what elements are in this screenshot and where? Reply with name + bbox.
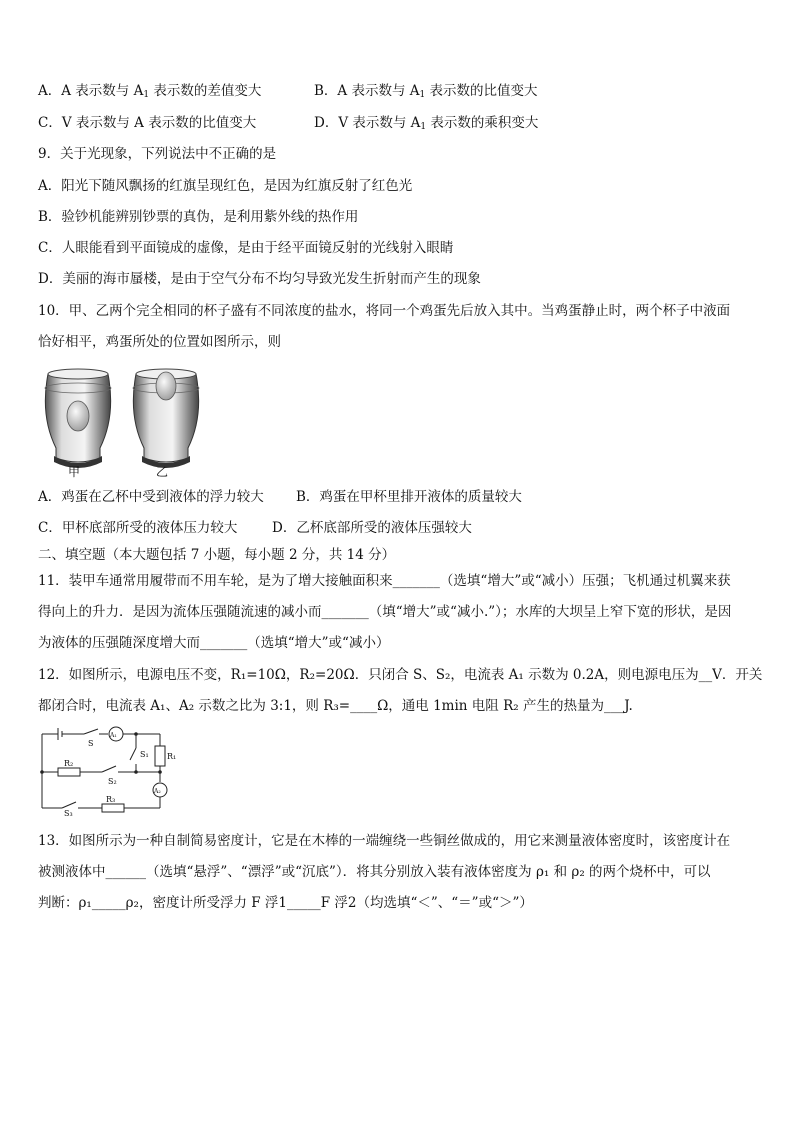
label-s2: S₂: [108, 777, 117, 786]
cup-label-yi: 乙: [156, 465, 169, 479]
q9-option-a: A．阳光下随风飘扬的红旗呈现红色，是因为红旗反射了红色光: [38, 178, 413, 194]
q10-option-d: D．乙杯底部所受的液体压强较大: [272, 520, 472, 536]
q10-option-a: A．鸡蛋在乙杯中受到液体的浮力较大: [38, 489, 264, 505]
circuit-svg: [36, 724, 186, 816]
q9-stem: 9．关于光现象，下列说法中不正确的是: [38, 146, 277, 162]
egg-yi: [156, 372, 176, 400]
q11-line3: 为液体的压强随深度增大而_______（选填“增大”或“减小）: [38, 635, 390, 651]
q11-line1: 11．装甲车通常用履带而不用车轮，是为了增大接触面积来_______（选填“增大”或“减小）压强；飞机通过机翼来获: [38, 573, 731, 589]
label-a2: A₂: [154, 788, 161, 795]
q12-line1: 12．如图所示，电源电压不变，R₁=10Ω，R₂=20Ω．只闭合 S、S₂，电流表 A₁ 示数为 0.2A，则电源电压为__V．开关: [38, 667, 763, 683]
section-title-fill-in: 二、填空题（本大题包括 7 小题，每小题 2 分，共 14 分）: [38, 547, 396, 563]
q10-cups-figure: [38, 366, 208, 481]
label-s1: S₁: [140, 750, 149, 759]
label-s: S: [88, 739, 94, 748]
q10-option-c: C．甲杯底部所受的液体压力较大: [38, 520, 238, 536]
q8-option-a: A．A 表示数与 $A_1$ 表示数的差值变大: [38, 83, 262, 100]
q12-circuit-diagram: [36, 724, 186, 816]
q9-option-c: C．人眼能看到平面镜成的虚像，是由于经平面镜反射的光线射入眼睛: [38, 240, 454, 256]
q10-option-b: B．鸡蛋在甲杯里排开液体的质量较大: [296, 489, 522, 505]
q10-stem-line1: 10．甲、乙两个完全相同的杯子盛有不同浓度的盐水，将同一个鸡蛋先后放入其中。当鸡蛋静止时，两个杯子中液面: [38, 303, 731, 319]
cup-label-jia: 甲: [68, 465, 81, 479]
q12-line2: 都闭合时，电流表 A₁、A₂ 示数之比为 3:1，则 R₃=____Ω，通电 1min 电阻 R₂ 产生的热量为___J.: [38, 698, 633, 714]
q11-line2: 得向上的升力．是因为流体压强随流速的减小而_______（填“增大”或“减小.”）；水库的大坝呈上窄下宽的形状，是因: [38, 604, 732, 620]
q13-line2: 被测液体中______（选填“悬浮”、“漂浮”或“沉底”）．将其分别放入装有液体密度为 ρ₁ 和 ρ₂ 的两个烧杯中，可以: [38, 864, 711, 880]
label-r2: R₂: [64, 759, 74, 768]
cups-illustration: [38, 366, 208, 481]
cup-jia: [45, 369, 111, 468]
q13-line3: 判断：ρ₁_____ρ₂，密度计所受浮力 F 浮1_____F 浮2（均选填“＜”、“＝”或“＞”）: [38, 895, 533, 911]
q8-option-b: B．A 表示数与 $A_1$ 表示数的比值变大: [314, 83, 538, 100]
q8-option-c: C．V 表示数与 A 表示数的比值变大: [38, 115, 257, 131]
q13-line1: 13．如图所示为一种自制简易密度计，它是在木棒的一端缠绕一些铜丝做成的，用它来测量液体密度时，该密度计在: [38, 833, 731, 849]
q8-option-d: D．V 表示数与 $A_1$ 表示数的乘积变大: [314, 115, 539, 132]
q9-option-b: B．验钞机能辨别钞票的真伪，是利用紫外线的热作用: [38, 209, 359, 225]
q9-option-d: D．美丽的海市蜃楼，是由于空气分布不均匀导致光发生折射而产生的现象: [38, 271, 481, 287]
label-s3: S₃: [64, 809, 73, 816]
q10-stem-line2: 恰好相平，鸡蛋所处的位置如图所示，则: [38, 334, 281, 350]
label-a1: A₁: [110, 732, 117, 739]
egg-jia: [67, 401, 89, 431]
label-r1: R₁: [167, 752, 177, 761]
label-r3: R₃: [106, 795, 116, 804]
cup-yi: [133, 369, 199, 468]
